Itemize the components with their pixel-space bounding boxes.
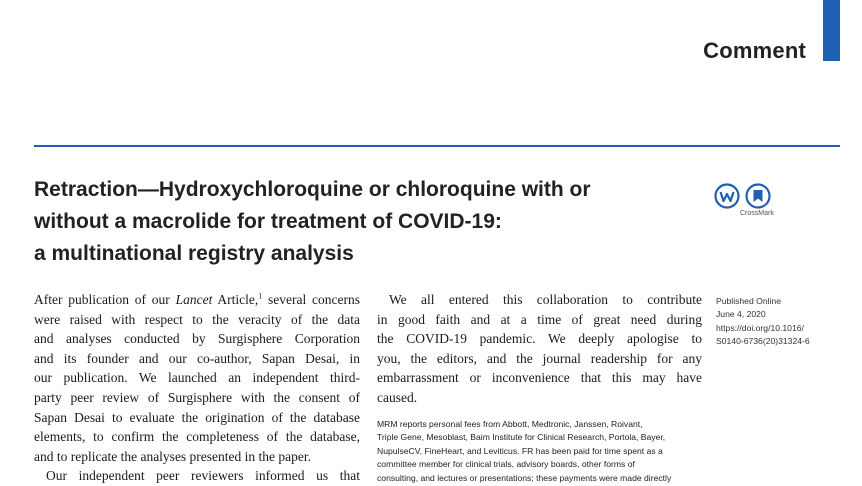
footnote-line: committee member for clinical trials, advisory boards, other forms of [377, 459, 635, 470]
paragraph-line: After publication of our Lancet Article,$^1$ several concerns [34, 291, 360, 307]
title-line: without a macrolide for treatment of COVID-19: [34, 210, 502, 233]
article-title [34, 174, 674, 270]
open-access-w-icon[interactable] [714, 183, 740, 209]
paragraph-line: the COVID-19 pandemic. We deeply apologise to [377, 331, 702, 347]
body-column-2 [377, 290, 702, 408]
disclosure-footnote [377, 418, 702, 485]
paragraph-line: and to replicate the analyses presented in the paper. [34, 448, 312, 464]
body-column-1 [34, 290, 360, 486]
paragraph-line: and analyses conducted by Surgisphere Corporation [34, 331, 360, 347]
paragraph-line: our publication. We launched an independent third- [34, 370, 360, 386]
paragraph-line: in good faith and at a time of great need during [377, 311, 702, 327]
publication-sidebar [716, 295, 846, 349]
paragraph-line: Our independent peer reviewers informed us that [46, 468, 360, 484]
paragraph-line: you, the editors, and the journal readership for any [377, 350, 702, 366]
accent-bar [823, 0, 840, 61]
doi-link[interactable]: https://doi.org/10.1016/ [716, 322, 804, 333]
paragraph-line: caused. [377, 389, 418, 405]
section-label: Comment [703, 38, 806, 63]
doi-link[interactable]: S0140-6736(20)31324-6 [716, 336, 810, 347]
footnote-line: consulting, and lectures or presentations; these payments were made directly [377, 472, 672, 483]
paragraph-line: We all entered this collaboration to contribute [389, 292, 702, 307]
paragraph-line: embarrassment or inconvenience that this may have [377, 370, 702, 386]
footnote-line: MRM reports personal fees from Abbott, Medtronic, Janssen, Roivant, [377, 419, 643, 429]
crossmark-icon[interactable] [745, 183, 771, 209]
header-rule [34, 145, 840, 147]
paragraph-line: Sapan Desai to evaluate the origination of the database [34, 409, 360, 425]
paragraph-line: were raised with respect to the veracity of the data [34, 311, 360, 327]
published-online-label: Published Online [716, 296, 781, 306]
footnote-line: NupulseCV, FineHeart, and Leviticus. FR has been paid for time spent as a [377, 445, 663, 456]
paragraph-line: party peer review of Surgisphere with the consent of [34, 389, 360, 405]
paragraph-line: elements, to confirm the completeness of the database, [34, 429, 360, 445]
publication-date: June 4, 2020 [716, 309, 766, 320]
title-line: Retraction—Hydroxychloroquine or chloroquine with or [34, 178, 591, 201]
title-line: a multinational registry analysis [34, 242, 354, 265]
footnote-line: Triple Gene, Mesoblast, Baim Institute for Clinical Research, Portola, Bayer, [377, 432, 666, 443]
paragraph-line: and its founder and our co-author, Sapan Desai, in [34, 350, 360, 366]
crossmark-label: CrossMark [740, 210, 774, 217]
article-badges [714, 183, 784, 223]
